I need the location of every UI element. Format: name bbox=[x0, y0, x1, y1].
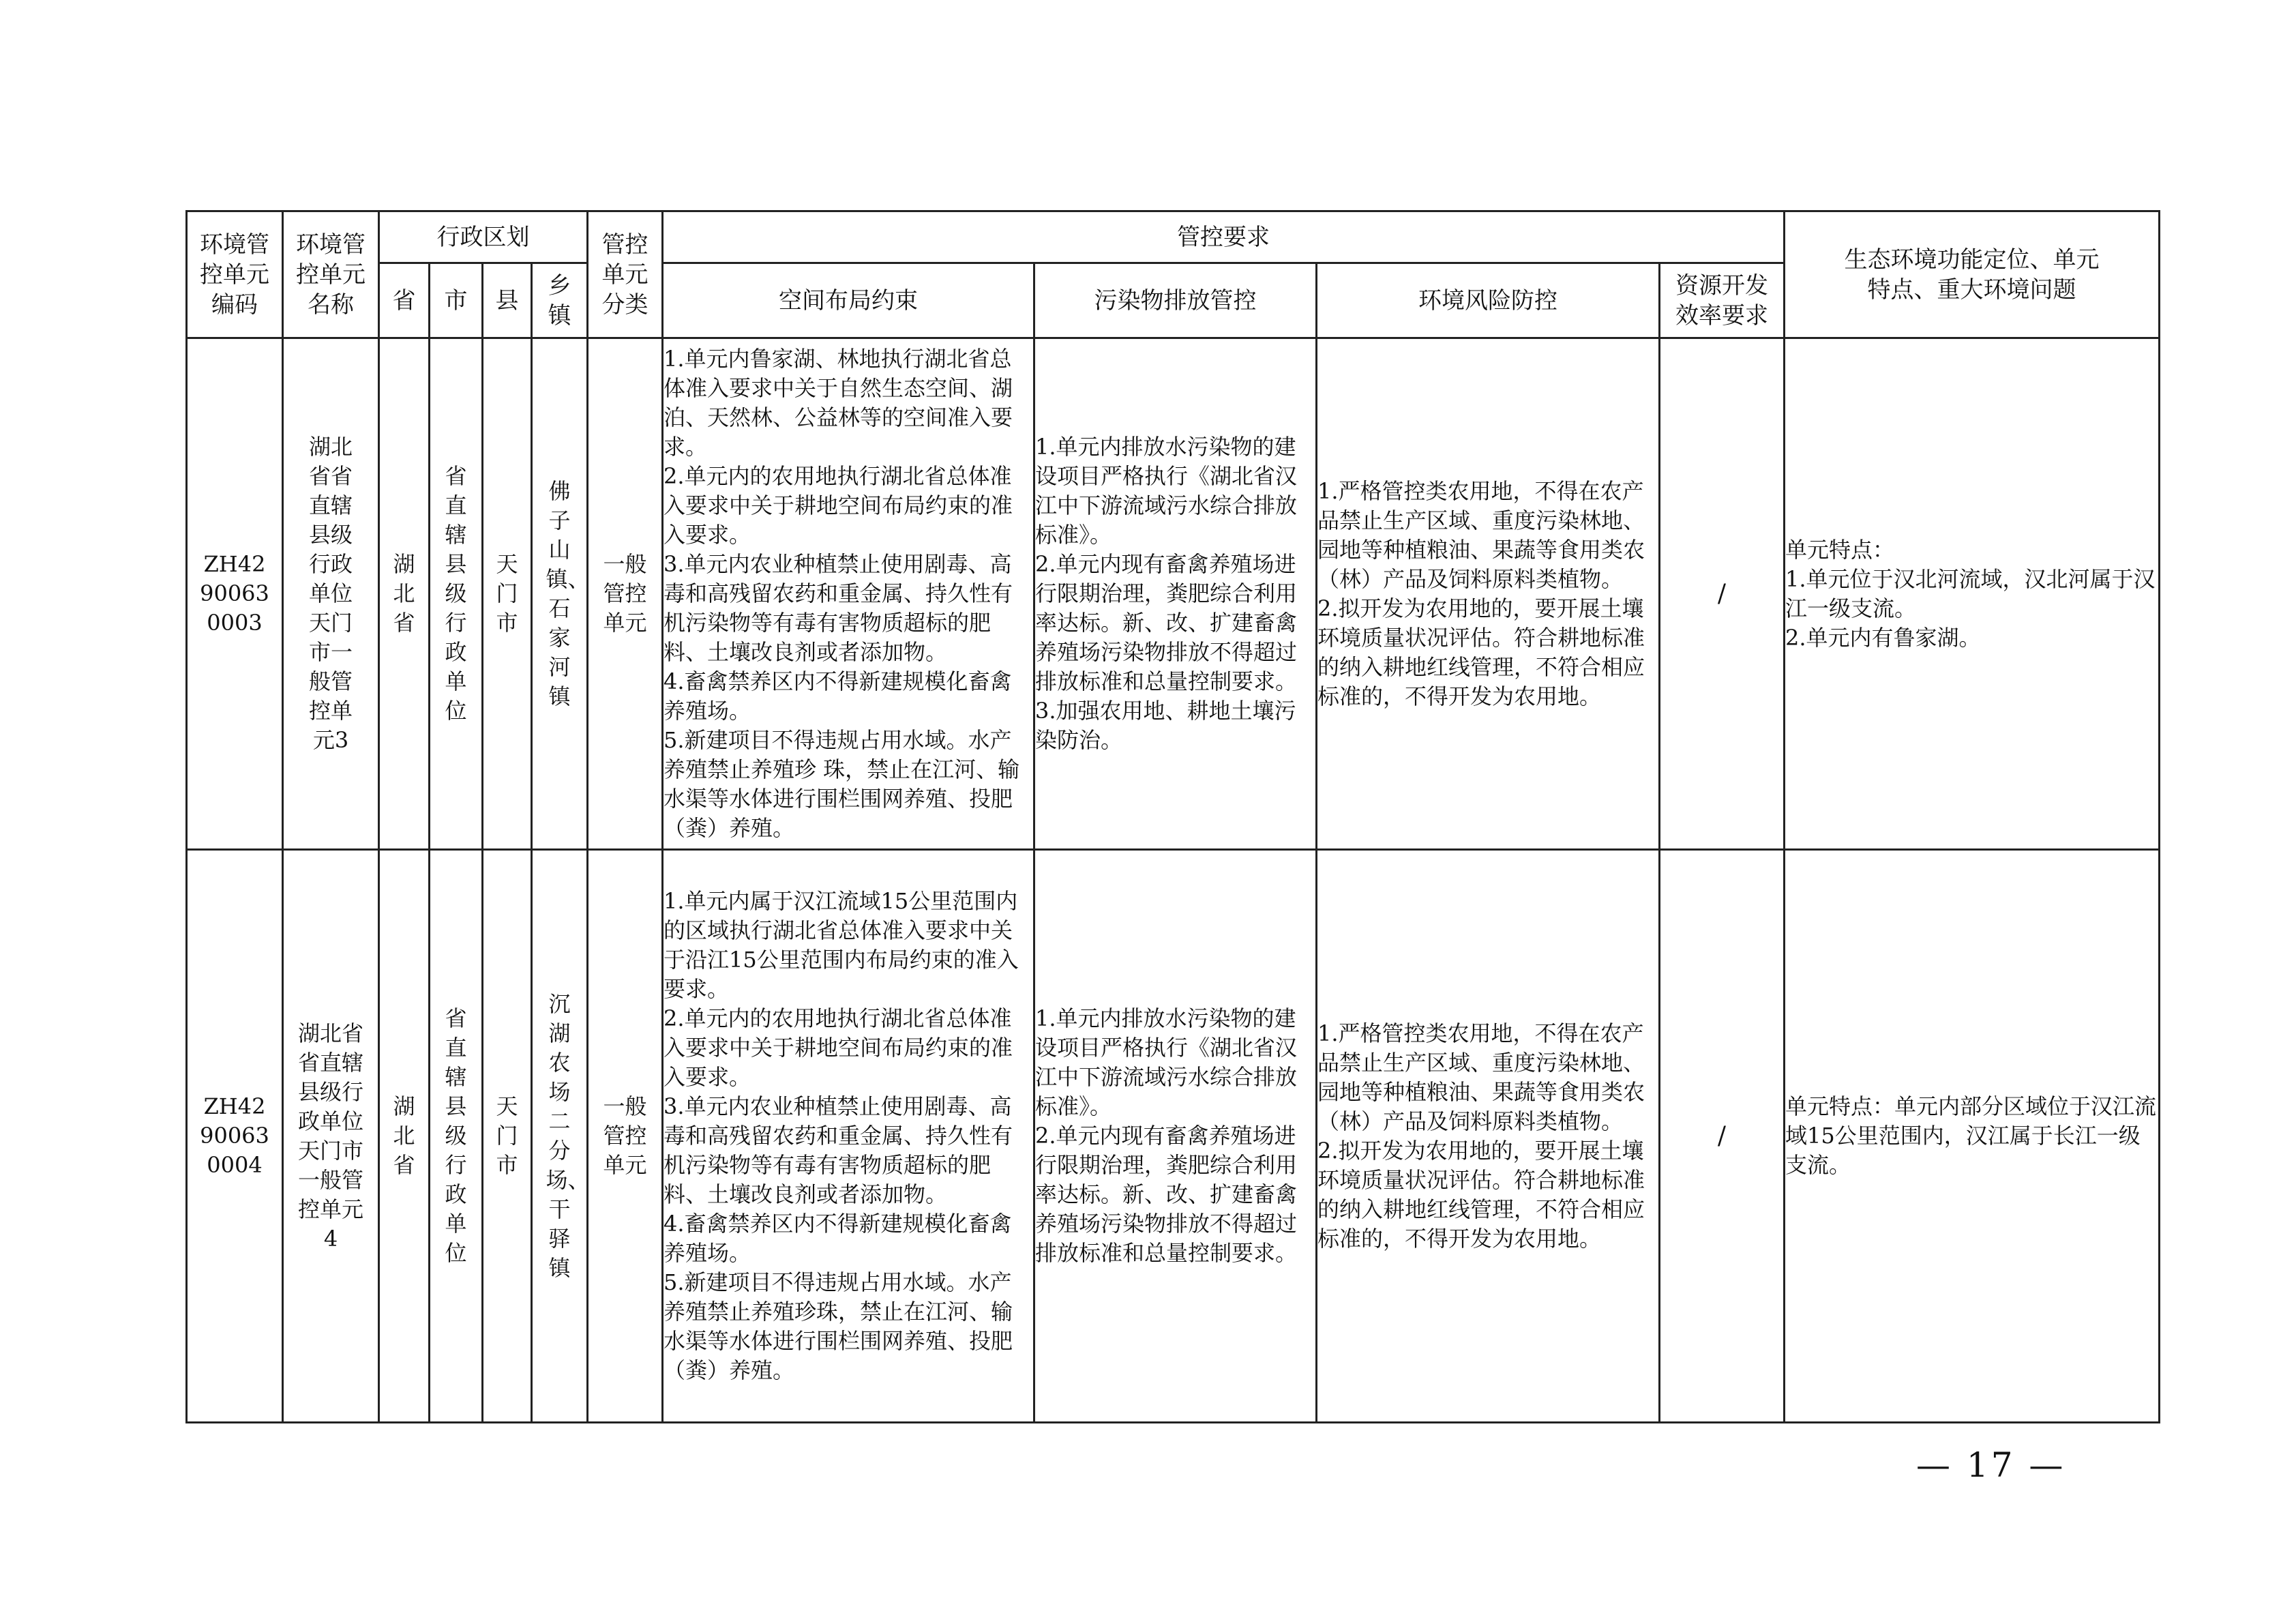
unit-resource-efficiency: / bbox=[1660, 850, 1785, 1423]
unit-name: 湖北省省直辖县级行政单位天门市一般管控单元3 bbox=[283, 338, 379, 850]
unit-pollution-control: 1.单元内排放水污染物的建设项目严格执行《湖北省汉江中下游流域污水综合排放标准》。 2.单元内现有畜禽养殖场进行限期治理，粪肥综合利用率达标。新、改、扩建畜禽养殖场污染物排放不得超过排放标准和总量控制要求。 bbox=[1034, 850, 1317, 1423]
unit-code: ZH42 90063 0003 bbox=[187, 338, 283, 850]
header-county: 县 bbox=[483, 263, 532, 338]
unit-county: 天门市 bbox=[483, 850, 532, 1423]
header-name: 环境管控单元名称 bbox=[283, 211, 379, 338]
header-category: 管控单元分类 bbox=[588, 211, 663, 338]
unit-category: 一般管控单元 bbox=[588, 850, 663, 1423]
header-code: 环境管控单元编码 bbox=[187, 211, 283, 338]
unit-town: 佛子山镇、石家河镇 bbox=[532, 338, 588, 850]
unit-code: ZH42 90063 0004 bbox=[187, 850, 283, 1423]
unit-city: 省直辖县级行政单位 bbox=[430, 338, 483, 850]
unit-risk-control: 1.严格管控类农用地，不得在农产品禁止生产区域、重度污染林地、园地等种植粮油、果蔬等食用类农（林）产品及饲料原料类植物。 2.拟开发为农用地的，要开展土壤环境质量状况评估。符合耕地标准的纳入耕地红线管理，不符合相应标准的，不得开发为农用地。 bbox=[1317, 850, 1660, 1423]
unit-eco-features: 单元特点：单元内部分区域位于汉江流域15公里范围内，汉江属于长江一级支流。 bbox=[1785, 850, 2160, 1423]
header-resource: 资源开发效率要求 bbox=[1660, 263, 1785, 338]
table-row bbox=[187, 338, 2160, 850]
unit-name: 湖北省省直辖县级行政单位天门市一般管控单元4 bbox=[283, 850, 379, 1423]
unit-city: 省直辖县级行政单位 bbox=[430, 850, 483, 1423]
unit-spatial-constraints: 1.单元内属于汉江流域15公里范围内的区域执行湖北省总体准入要求中关于沿江15公里范围内布局约束的准入要求。 2.单元内的农用地执行湖北省总体准入要求中关于耕地空间布局约束的准入要求。 3.单元内农业种植禁止使用剧毒、高毒和高残留农药和重金属、持久性有机污染物等有毒有害物质超标的肥料、土壤改良剂或者添加物。 4.畜禽禁养区内不得新建规模化畜禽养殖场。 5.新建项目不得违规占用水域。水产养殖禁止养殖珍珠，禁止在江河、输水渠等水体进行围栏围网养殖、投肥（粪）养殖。 bbox=[663, 850, 1034, 1423]
unit-town: 沉湖农场二分场、干驿镇 bbox=[532, 850, 588, 1423]
page-number: — 17 — bbox=[1916, 1445, 2066, 1485]
unit-resource-efficiency: / bbox=[1660, 338, 1785, 850]
header-city: 市 bbox=[430, 263, 483, 338]
unit-risk-control: 1.严格管控类农用地，不得在农产品禁止生产区域、重度污染林地、园地等种植粮油、果蔬等食用类农（林）产品及饲料原料类植物。 2.拟开发为农用地的，要开展土壤环境质量状况评估。符合耕地标准的纳入耕地红线管理，不符合相应标准的，不得开发为农用地。 bbox=[1317, 338, 1660, 850]
unit-eco-features: 单元特点： 1.单元位于汉北河流域，汉北河属于汉江一级支流。 2.单元内有鲁家湖。 bbox=[1785, 338, 2160, 850]
header-eco: 生态环境功能定位、单元特点、重大环境问题 bbox=[1785, 211, 2160, 338]
table-row bbox=[187, 850, 2160, 1423]
unit-province: 湖北省 bbox=[379, 850, 430, 1423]
unit-category: 一般管控单元 bbox=[588, 338, 663, 850]
unit-province: 湖北省 bbox=[379, 338, 430, 850]
header-province: 省 bbox=[379, 263, 430, 338]
unit-county: 天门市 bbox=[483, 338, 532, 850]
header-spatial: 空间布局约束 bbox=[663, 263, 1034, 338]
unit-pollution-control: 1.单元内排放水污染物的建设项目严格执行《湖北省汉江中下游流域污水综合排放标准》。 2.单元内现有畜禽养殖场进行限期治理，粪肥综合利用率达标。新、改、扩建畜禽养殖场污染物排放不得超过排放标准和总量控制要求。 3.加强农用地、耕地土壤污染防治。 bbox=[1034, 338, 1317, 850]
header-risk: 环境风险防控 bbox=[1317, 263, 1660, 338]
header-admin: 行政区划 bbox=[379, 211, 588, 263]
header-pollution: 污染物排放管控 bbox=[1034, 263, 1317, 338]
control-unit-table bbox=[185, 210, 2160, 1423]
header-requirements: 管控要求 bbox=[663, 211, 1785, 263]
header-town: 乡镇 bbox=[532, 263, 588, 338]
unit-spatial-constraints: 1.单元内鲁家湖、林地执行湖北省总体准入要求中关于自然生态空间、湖泊、天然林、公益林等的空间准入要求。 2.单元内的农用地执行湖北省总体准入要求中关于耕地空间布局约束的准入要求。 3.单元内农业种植禁止使用剧毒、高毒和高残留农药和重金属、持久性有机污染物等有毒有害物质超标的肥料、土壤改良剂或者添加物。 4.畜禽禁养区内不得新建规模化畜禽养殖场。 5.新建项目不得违规占用水域。水产养殖禁止养殖珍 珠，禁止在江河、输水渠等水体进行围栏围网养殖、投肥（粪）养殖。 bbox=[663, 338, 1034, 850]
